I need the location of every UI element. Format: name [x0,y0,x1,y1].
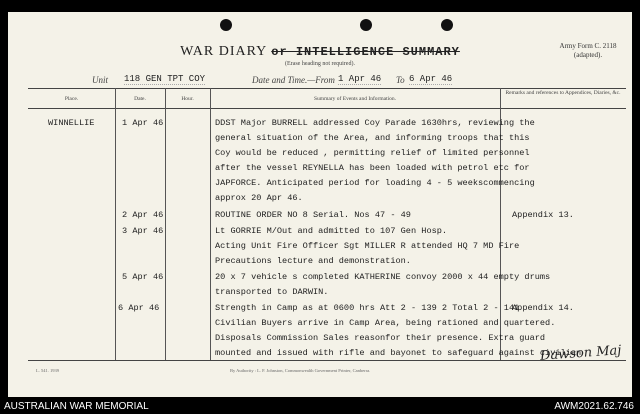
column-divider [115,88,116,360]
entry-line: ROUTINE ORDER NO 8 Serial. Nos 47 - 49 [215,210,411,220]
page-title [140,44,500,60]
archive-caption: AUSTRALIAN WAR MEMORIAL [4,401,149,412]
column-header-date: Date. [134,96,146,102]
table-bottom-border [28,360,626,361]
entry-line: Coy would be reduced , permitting relief of limited personnel [215,148,530,158]
entry-line: Civilian Buyers arrive in Camp Area, being rationed and quartered. [215,318,556,328]
unit-label: Unit [92,75,109,85]
table-header-border [28,108,626,109]
entry-line: DDST Major BURRELL addressed Coy Parade 1630hrs, reviewing the [215,118,535,128]
from-value: 1 Apr 46 [338,74,382,84]
punch-hole [220,19,232,31]
army-form-label [548,42,628,60]
army-form-number: Army Form C. 2118 [559,42,617,50]
date-cell: 3 Apr 46 [122,226,164,236]
entry-line: 20 x 7 vehicle s completed KATHERINE convoy 2000 x 44 empty drums [215,272,551,282]
entry-line: Disposals Commission Sales reasonfor their presence. Extra guard [215,333,546,343]
table-top-border [28,88,626,89]
accession-number: AWM2021.62.746 [554,401,634,412]
place-cell: WINNELLIE [48,118,95,128]
date-cell: 1 Apr 46 [122,118,164,128]
column-header-place: Place. [64,96,79,102]
date-cell: 5 Apr 46 [122,272,164,282]
date-cell: 2 Apr 46 [122,210,164,220]
entry-line: Precautions lecture and demonstration. [215,256,411,266]
date-cell: 6 Apr 46 [118,303,160,313]
entry-line: Lt GORRIE M/Out and admitted to 107 Gen Hosp. [215,226,448,236]
entry-line: mounted and issued with rifle and bayonet to safeguard against civilian [215,348,582,358]
entry-line: approx 20 Apr 46. [215,193,303,203]
entry-line: after the vessel REYNELLA has been loaded with petrol etc for [215,163,530,173]
remarks-cell: Appendix 14. [512,303,574,313]
entry-line: Acting Unit Fire Officer Sgt MILLER R attended HQ 7 MD Fire [215,241,520,251]
punch-hole [441,19,453,31]
column-divider [210,88,211,360]
title-struck-text: or INTELLIGENCE SUMMARY [271,45,460,59]
form-code: L. 541. 1939 [36,368,59,373]
to-value: 6 Apr 46 [409,74,453,84]
army-form-adapted: (adapted). [573,51,603,59]
column-divider [165,88,166,360]
to-label: To [396,75,405,85]
erase-note: (Erase heading not required). [285,61,355,67]
entry-line: Strength in Camp as at 0600 hrs Att 2 - 139 2 Total 2 - 141 [215,303,520,313]
title-text: WAR DIARY [180,44,267,59]
entry-line: transported to DARWIN. [215,287,329,297]
column-header-remarks: Remarks and references to Appendices, Diaries, &c. [505,90,621,96]
signature: Dawson Maj [539,343,622,364]
datetime-label: Date and Time.—From [252,75,335,85]
unit-value: 118 GEN TPT COY [124,74,206,84]
column-header-hour: Hour. [181,96,194,102]
remarks-cell: Appendix 13. [512,210,574,220]
entry-line: general situation of the Area, and informing troops that this [215,133,530,143]
punch-hole [360,19,372,31]
print-authority: By Authority : L. F. Johnston, Commonwealth Government Printer, Canberra. [230,368,371,373]
column-header-summary: Summary of Events and Information. [313,96,397,102]
entry-line: JAPFORCE. Anticipated period for loading 4 - 5 weekscommencing [215,178,535,188]
